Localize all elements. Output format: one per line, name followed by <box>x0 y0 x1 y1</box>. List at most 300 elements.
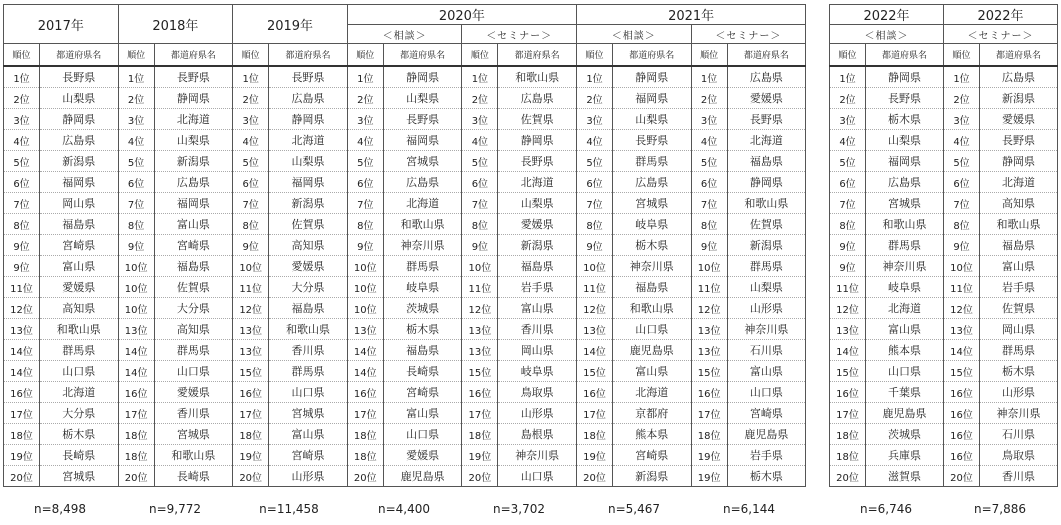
rank-cell: 8位 <box>691 214 727 235</box>
table-row <box>4 130 806 151</box>
prefecture-cell: 群馬県 <box>613 151 692 172</box>
prefecture-cell: 山梨県 <box>866 130 944 151</box>
col-rank-header: 順位 <box>462 44 498 67</box>
prefecture-cell: 佐賀県 <box>154 277 233 298</box>
table-row <box>4 172 806 193</box>
prefecture-cell: 山口県 <box>498 466 577 487</box>
rank-cell: 7位 <box>691 193 727 214</box>
rank-cell: 6位 <box>944 172 980 193</box>
sub-header-2021-seminar: ＜セミナー＞ <box>691 25 806 44</box>
prefecture-cell: 神奈川県 <box>613 256 692 277</box>
col-prefecture-header: 都道府県名 <box>383 44 462 67</box>
table-row <box>4 235 806 256</box>
rank-cell: 20位 <box>4 466 40 487</box>
prefecture-cell: 山口県 <box>613 319 692 340</box>
prefecture-cell: 岡山県 <box>980 319 1058 340</box>
rank-cell: 2位 <box>691 88 727 109</box>
rank-cell: 20位 <box>462 466 498 487</box>
rank-cell: 18位 <box>347 445 383 466</box>
prefecture-cell: 神奈川県 <box>498 445 577 466</box>
prefecture-cell: 和歌山県 <box>727 193 806 214</box>
rank-cell: 4位 <box>944 130 980 151</box>
prefecture-cell: 岡山県 <box>40 193 119 214</box>
col-2022-rank-header: 順位 <box>944 44 980 67</box>
rank-cell: 17位 <box>233 403 269 424</box>
rank-cell: 4位 <box>4 130 40 151</box>
rank-cell: 17位 <box>462 403 498 424</box>
ranking-table-2017-2021 <box>3 4 806 487</box>
rank-cell: 16位 <box>462 382 498 403</box>
prefecture-cell: 福島県 <box>154 256 233 277</box>
prefecture-cell: 福島県 <box>613 277 692 298</box>
table-row <box>830 445 1058 466</box>
prefecture-cell: 広島県 <box>40 130 119 151</box>
col-prefecture-header: 都道府県名 <box>498 44 577 67</box>
prefecture-cell: 長野県 <box>40 66 119 88</box>
rank-cell: 19位 <box>577 445 613 466</box>
year-header-2017: 2017年 <box>4 5 119 44</box>
col-rank-header: 順位 <box>691 44 727 67</box>
rank-cell: 5位 <box>462 151 498 172</box>
prefecture-cell: 愛媛県 <box>269 256 348 277</box>
prefecture-cell: 愛媛県 <box>40 277 119 298</box>
prefecture-cell: 石川県 <box>727 340 806 361</box>
prefecture-cell: 宮崎県 <box>40 235 119 256</box>
rank-cell: 1位 <box>577 66 613 88</box>
prefecture-cell: 岩手県 <box>727 445 806 466</box>
rank-cell: 15位 <box>577 361 613 382</box>
rank-cell: 10位 <box>233 256 269 277</box>
rank-cell: 10位 <box>691 256 727 277</box>
rank-cell: 9位 <box>944 235 980 256</box>
rank-cell: 2位 <box>233 88 269 109</box>
table-row <box>4 109 806 130</box>
prefecture-cell: 岡山県 <box>498 340 577 361</box>
rank-cell: 10位 <box>118 298 154 319</box>
prefecture-cell: 福岡県 <box>866 151 944 172</box>
rank-cell: 9位 <box>233 235 269 256</box>
rank-cell: 13位 <box>691 319 727 340</box>
table-row <box>4 298 806 319</box>
rank-cell: 7位 <box>462 193 498 214</box>
rank-cell: 6位 <box>462 172 498 193</box>
prefecture-cell: 広島県 <box>980 66 1058 88</box>
rank-cell: 16位 <box>830 382 866 403</box>
prefecture-cell: 広島県 <box>727 66 806 88</box>
prefecture-cell: 静岡県 <box>613 66 692 88</box>
prefecture-cell: 京都府 <box>613 403 692 424</box>
prefecture-cell: 香川県 <box>154 403 233 424</box>
year-header-2022-consult: 2022年 <box>830 5 944 25</box>
prefecture-cell: 大分県 <box>269 277 348 298</box>
prefecture-cell: 愛媛県 <box>154 382 233 403</box>
rank-cell: 2位 <box>944 88 980 109</box>
prefecture-cell: 福島県 <box>727 151 806 172</box>
table-row <box>4 256 806 277</box>
col-2022-rank-header: 順位 <box>830 44 866 67</box>
prefecture-cell: 山口県 <box>154 361 233 382</box>
rank-cell: 20位 <box>233 466 269 487</box>
prefecture-cell: 福島県 <box>498 256 577 277</box>
rank-cell: 14位 <box>944 340 980 361</box>
col-prefecture-header: 都道府県名 <box>613 44 692 67</box>
prefecture-cell: 和歌山県 <box>154 445 233 466</box>
rank-cell: 16位 <box>691 382 727 403</box>
rank-cell: 7位 <box>233 193 269 214</box>
prefecture-cell: 広島県 <box>498 88 577 109</box>
rank-cell: 20位 <box>830 466 866 487</box>
prefecture-cell: 広島県 <box>154 172 233 193</box>
table-row <box>830 382 1058 403</box>
prefecture-cell: 鹿児島県 <box>383 466 462 487</box>
rank-cell: 13位 <box>118 319 154 340</box>
prefecture-cell: 北海道 <box>40 382 119 403</box>
rank-cell: 12位 <box>830 298 866 319</box>
year-header-2018: 2018年 <box>118 5 233 44</box>
table-row <box>4 424 806 445</box>
prefecture-cell: 新潟県 <box>498 235 577 256</box>
rank-cell: 9位 <box>830 235 866 256</box>
prefecture-cell: 富山県 <box>269 424 348 445</box>
prefecture-cell: 千葉県 <box>866 382 944 403</box>
table-row <box>830 193 1058 214</box>
prefecture-cell: 山形県 <box>269 466 348 487</box>
prefecture-cell: 神奈川県 <box>383 235 462 256</box>
rank-cell: 2位 <box>118 88 154 109</box>
prefecture-cell: 静岡県 <box>383 66 462 88</box>
prefecture-cell: 佐賀県 <box>498 109 577 130</box>
rank-cell: 18位 <box>462 424 498 445</box>
sample-size-label: n=3,702 <box>492 502 546 516</box>
table-row <box>830 109 1058 130</box>
rank-cell: 2位 <box>347 88 383 109</box>
rank-cell: 19位 <box>462 445 498 466</box>
rank-cell: 10位 <box>577 256 613 277</box>
table-row <box>4 403 806 424</box>
prefecture-cell: 宮城県 <box>154 424 233 445</box>
rank-cell: 8位 <box>462 214 498 235</box>
rank-cell: 1位 <box>830 66 866 88</box>
rank-cell: 19位 <box>233 445 269 466</box>
prefecture-cell: 福島県 <box>40 214 119 235</box>
rank-cell: 18位 <box>347 424 383 445</box>
table-row <box>4 466 806 487</box>
prefecture-cell: 群馬県 <box>727 256 806 277</box>
year-header-2019: 2019年 <box>233 5 348 44</box>
rank-cell: 11位 <box>233 277 269 298</box>
rank-cell: 20位 <box>118 466 154 487</box>
prefecture-cell: 宮崎県 <box>727 403 806 424</box>
table-row <box>4 214 806 235</box>
rank-cell: 2位 <box>462 88 498 109</box>
rank-cell: 1位 <box>944 66 980 88</box>
prefecture-cell: 宮崎県 <box>154 235 233 256</box>
prefecture-cell: 神奈川県 <box>980 403 1058 424</box>
prefecture-cell: 群馬県 <box>40 340 119 361</box>
rank-cell: 4位 <box>118 130 154 151</box>
prefecture-cell: 香川県 <box>980 466 1058 487</box>
rank-cell: 13位 <box>577 319 613 340</box>
prefecture-cell: 山梨県 <box>383 88 462 109</box>
prefecture-cell: 山形県 <box>727 298 806 319</box>
prefecture-cell: 新潟県 <box>40 151 119 172</box>
prefecture-cell: 鹿児島県 <box>613 340 692 361</box>
sample-size-label: n=6,746 <box>859 502 913 516</box>
rank-cell: 16位 <box>577 382 613 403</box>
col-prefecture-header: 都道府県名 <box>154 44 233 67</box>
rank-cell: 12位 <box>462 298 498 319</box>
rank-cell: 4位 <box>462 130 498 151</box>
prefecture-cell: 新潟県 <box>980 88 1058 109</box>
table-row <box>830 151 1058 172</box>
rank-cell: 7位 <box>830 193 866 214</box>
prefecture-cell: 岐阜県 <box>383 277 462 298</box>
prefecture-cell: 群馬県 <box>269 361 348 382</box>
rank-cell: 7位 <box>4 193 40 214</box>
rank-cell: 11位 <box>4 277 40 298</box>
prefecture-cell: 高知県 <box>40 298 119 319</box>
rank-cell: 13位 <box>944 319 980 340</box>
rank-cell: 13位 <box>691 340 727 361</box>
table-row <box>4 88 806 109</box>
rank-cell: 16位 <box>944 403 980 424</box>
prefecture-cell: 福島県 <box>980 235 1058 256</box>
sub-header-2020-seminar: ＜セミナー＞ <box>462 25 577 44</box>
rank-cell: 3位 <box>830 109 866 130</box>
rank-cell: 16位 <box>233 382 269 403</box>
prefecture-cell: 富山県 <box>40 256 119 277</box>
prefecture-cell: 北海道 <box>269 130 348 151</box>
rank-cell: 3位 <box>118 109 154 130</box>
prefecture-cell: 富山県 <box>154 214 233 235</box>
prefecture-cell: 和歌山県 <box>383 214 462 235</box>
rank-cell: 10位 <box>347 256 383 277</box>
rank-cell: 17位 <box>347 403 383 424</box>
prefecture-cell: 長崎県 <box>383 361 462 382</box>
rank-cell: 13位 <box>233 319 269 340</box>
rank-cell: 18位 <box>4 424 40 445</box>
rank-cell: 5位 <box>118 151 154 172</box>
rank-cell: 5位 <box>691 151 727 172</box>
prefecture-cell: 茨城県 <box>866 424 944 445</box>
prefecture-cell: 静岡県 <box>269 109 348 130</box>
prefecture-cell: 群馬県 <box>980 340 1058 361</box>
prefecture-cell: 長野県 <box>866 88 944 109</box>
table-row <box>4 382 806 403</box>
table-row <box>830 214 1058 235</box>
rank-cell: 10位 <box>118 277 154 298</box>
prefecture-cell: 広島県 <box>383 172 462 193</box>
rank-cell: 8位 <box>944 214 980 235</box>
rank-cell: 9位 <box>4 235 40 256</box>
col-rank-header: 順位 <box>233 44 269 67</box>
rank-cell: 9位 <box>830 256 866 277</box>
rank-cell: 1位 <box>4 66 40 88</box>
prefecture-cell: 神奈川県 <box>727 319 806 340</box>
prefecture-cell: 新潟県 <box>727 235 806 256</box>
col-prefecture-header: 都道府県名 <box>727 44 806 67</box>
rank-cell: 3位 <box>462 109 498 130</box>
sub-header-2022-consult: ＜相談＞ <box>830 25 944 44</box>
prefecture-cell: 石川県 <box>980 424 1058 445</box>
rank-cell: 5位 <box>4 151 40 172</box>
rank-cell: 3位 <box>691 109 727 130</box>
prefecture-cell: 香川県 <box>498 319 577 340</box>
rank-cell: 5位 <box>830 151 866 172</box>
prefecture-cell: 山口県 <box>727 382 806 403</box>
col-2022-prefecture-header: 都道府県名 <box>866 44 944 67</box>
rank-cell: 1位 <box>347 66 383 88</box>
prefecture-cell: 栃木県 <box>383 319 462 340</box>
rank-cell: 3位 <box>944 109 980 130</box>
prefecture-cell: 長野県 <box>154 66 233 88</box>
prefecture-cell: 岩手県 <box>980 277 1058 298</box>
table-row <box>830 66 1058 88</box>
prefecture-cell: 神奈川県 <box>866 256 944 277</box>
prefecture-cell: 山口県 <box>383 424 462 445</box>
prefecture-cell: 岐阜県 <box>498 361 577 382</box>
rank-cell: 11位 <box>830 277 866 298</box>
prefecture-cell: 宮城県 <box>40 466 119 487</box>
rank-cell: 5位 <box>944 151 980 172</box>
rank-cell: 14位 <box>118 361 154 382</box>
rank-cell: 17位 <box>577 403 613 424</box>
prefecture-cell: 山梨県 <box>613 109 692 130</box>
rank-cell: 10位 <box>118 256 154 277</box>
prefecture-cell: 北海道 <box>727 130 806 151</box>
rank-cell: 6位 <box>691 172 727 193</box>
prefecture-cell: 滋賀県 <box>866 466 944 487</box>
rank-cell: 6位 <box>347 172 383 193</box>
prefecture-cell: 山形県 <box>498 403 577 424</box>
rank-cell: 10位 <box>347 298 383 319</box>
table-row <box>4 361 806 382</box>
prefecture-cell: 広島県 <box>269 88 348 109</box>
sub-header-2020-consult: ＜相談＞ <box>347 25 462 44</box>
rank-cell: 19位 <box>4 445 40 466</box>
rank-cell: 11位 <box>577 277 613 298</box>
table-row <box>830 130 1058 151</box>
rank-cell: 11位 <box>462 277 498 298</box>
table-row <box>830 466 1058 487</box>
table-row <box>4 340 806 361</box>
rank-cell: 13位 <box>462 340 498 361</box>
rank-cell: 16位 <box>118 382 154 403</box>
prefecture-cell: 山口県 <box>40 361 119 382</box>
rank-cell: 6位 <box>577 172 613 193</box>
col-rank-header: 順位 <box>118 44 154 67</box>
ranking-table-2022 <box>829 4 1058 487</box>
rank-cell: 8位 <box>233 214 269 235</box>
prefecture-cell: 山梨県 <box>154 130 233 151</box>
table-row <box>830 172 1058 193</box>
rank-cell: 20位 <box>577 466 613 487</box>
rank-cell: 13位 <box>462 319 498 340</box>
prefecture-cell: 栃木県 <box>613 235 692 256</box>
rank-cell: 15位 <box>233 361 269 382</box>
prefecture-cell: 大分県 <box>40 403 119 424</box>
rank-cell: 18位 <box>830 424 866 445</box>
sample-size-label: n=8,498 <box>33 502 87 516</box>
col-prefecture-header: 都道府県名 <box>40 44 119 67</box>
rank-cell: 10位 <box>944 256 980 277</box>
rank-cell: 6位 <box>233 172 269 193</box>
table-row <box>4 151 806 172</box>
table-row <box>4 319 806 340</box>
rank-cell: 8位 <box>830 214 866 235</box>
prefecture-cell: 長野県 <box>980 130 1058 151</box>
rank-cell: 18位 <box>691 424 727 445</box>
rank-cell: 3位 <box>577 109 613 130</box>
rank-cell: 20位 <box>944 466 980 487</box>
rank-cell: 18位 <box>577 424 613 445</box>
rank-cell: 10位 <box>462 256 498 277</box>
prefecture-cell: 静岡県 <box>866 66 944 88</box>
rank-cell: 8位 <box>577 214 613 235</box>
table-row <box>4 66 806 88</box>
prefecture-cell: 宮城県 <box>269 403 348 424</box>
rank-cell: 12位 <box>577 298 613 319</box>
sub-header-2021-consult: ＜相談＞ <box>577 25 692 44</box>
prefecture-cell: 北海道 <box>613 382 692 403</box>
rank-cell: 17位 <box>4 403 40 424</box>
prefecture-cell: 山梨県 <box>40 88 119 109</box>
table-row <box>830 298 1058 319</box>
rank-cell: 12位 <box>233 298 269 319</box>
prefecture-cell: 熊本県 <box>866 340 944 361</box>
rank-cell: 18位 <box>233 424 269 445</box>
prefecture-cell: 高知県 <box>980 193 1058 214</box>
prefecture-cell: 富山県 <box>613 361 692 382</box>
table-row <box>830 403 1058 424</box>
rank-cell: 4位 <box>577 130 613 151</box>
prefecture-cell: 静岡県 <box>40 109 119 130</box>
rank-cell: 13位 <box>830 319 866 340</box>
prefecture-cell: 鹿児島県 <box>727 424 806 445</box>
table-row <box>830 319 1058 340</box>
rank-cell: 8位 <box>118 214 154 235</box>
rank-cell: 4位 <box>347 130 383 151</box>
prefecture-cell: 佐賀県 <box>269 214 348 235</box>
prefecture-cell: 鳥取県 <box>980 445 1058 466</box>
table-row <box>830 340 1058 361</box>
col-rank-header: 順位 <box>347 44 383 67</box>
rank-cell: 12位 <box>691 298 727 319</box>
rank-cell: 1位 <box>462 66 498 88</box>
rank-cell: 6位 <box>830 172 866 193</box>
prefecture-cell: 富山県 <box>383 403 462 424</box>
rank-cell: 7位 <box>347 193 383 214</box>
prefecture-cell: 福岡県 <box>40 172 119 193</box>
prefecture-cell: 静岡県 <box>154 88 233 109</box>
rank-cell: 9位 <box>347 235 383 256</box>
sample-size-label: n=4,400 <box>377 502 431 516</box>
prefecture-cell: 福岡県 <box>613 88 692 109</box>
rank-cell: 3位 <box>4 109 40 130</box>
prefecture-cell: 佐賀県 <box>980 298 1058 319</box>
rank-cell: 17位 <box>691 403 727 424</box>
prefecture-cell: 群馬県 <box>866 235 944 256</box>
prefecture-cell: 岐阜県 <box>866 277 944 298</box>
prefecture-cell: 長崎県 <box>40 445 119 466</box>
prefecture-cell: 愛媛県 <box>727 88 806 109</box>
prefecture-cell: 島根県 <box>498 424 577 445</box>
prefecture-cell: 富山県 <box>866 319 944 340</box>
col-rank-header: 順位 <box>577 44 613 67</box>
prefecture-cell: 山梨県 <box>269 151 348 172</box>
rank-cell: 1位 <box>118 66 154 88</box>
sample-size-label: n=11,458 <box>259 502 319 516</box>
